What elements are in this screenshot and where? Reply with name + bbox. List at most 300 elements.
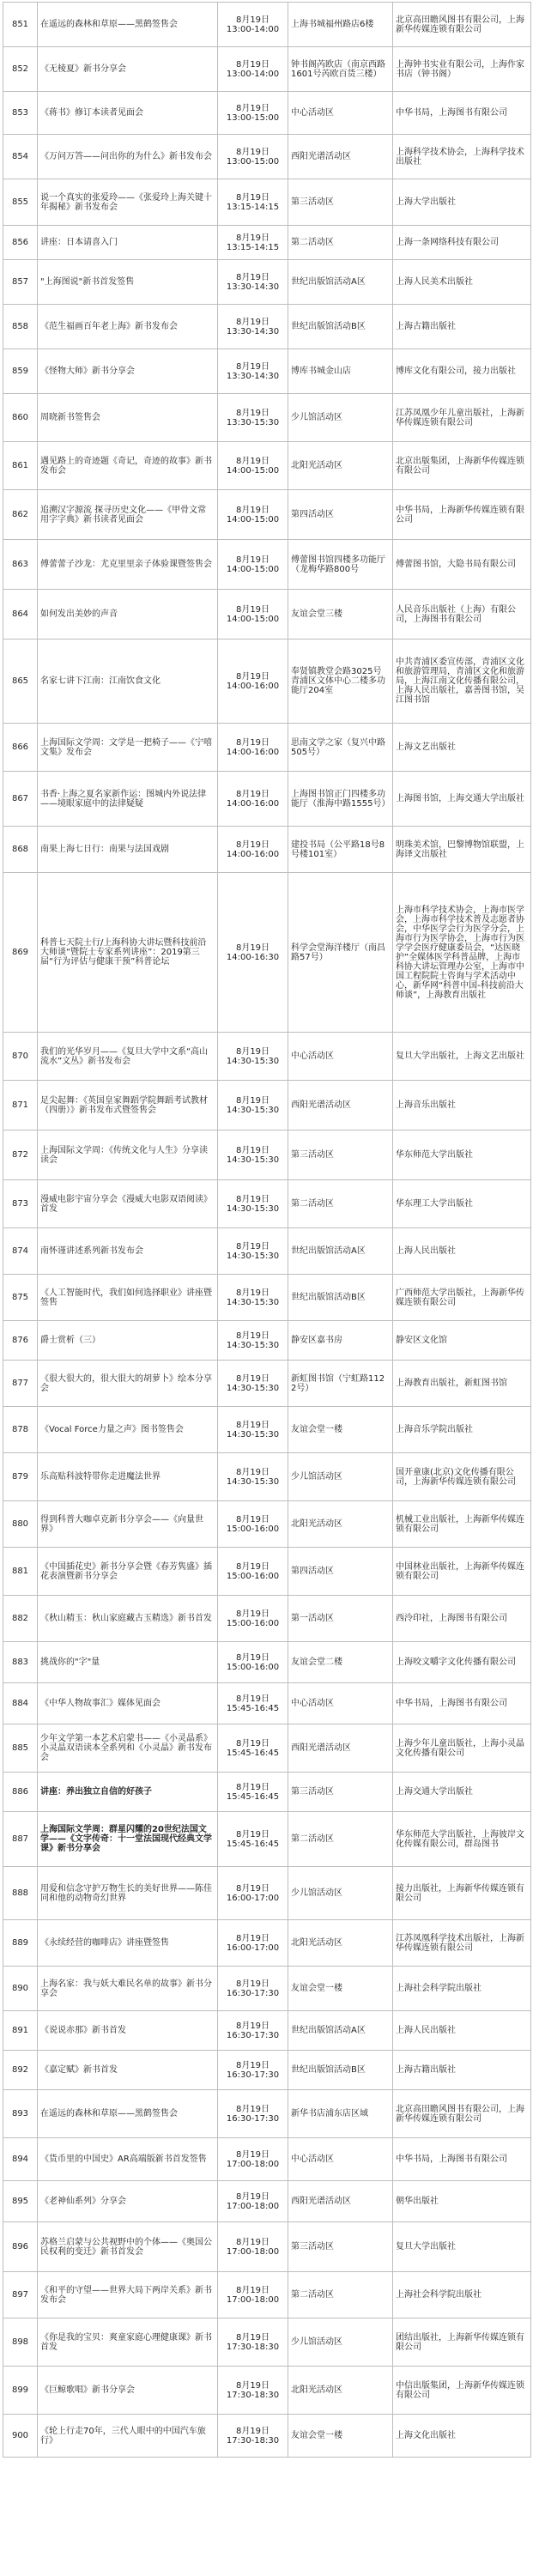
event-time-cell [218,1407,288,1453]
event-organizer: 上海交通大学出版社 [396,1787,473,1797]
event-number: 874 [11,1246,29,1256]
event-organizer: 机械工业出版社，上海新华传媒连锁有限公司 [396,1514,524,1534]
event-venue-cell [288,442,393,490]
event-venue: 上海图书馆正门四楼多功能厅（淮海中路1555号） [291,789,391,809]
event-venue-cell [288,2090,393,2138]
event-venue: 思南文学之家（复兴中路505号） [291,737,385,757]
event-venue-cell [288,1773,393,1812]
event-venue-cell [288,2138,393,2181]
event-organizer: 复旦大学出版社 [396,2242,456,2252]
event-number: 895 [11,2197,29,2206]
event-organizer-cell [393,1867,531,1920]
event-time: 14:30-15:30 [226,1383,280,1393]
event-title: 上海国际文学周：文学是一把椅子——《宁嘻文集》发布会 [40,737,212,757]
event-title: 傅蕾蕾子沙龙：尤克里里亲子体验课暨签售会 [40,560,212,569]
event-organizer-cell [393,1081,531,1130]
event-date: 8月19日 [235,15,270,25]
event-venue: 第二活动区 [291,1834,334,1844]
event-date: 8月19日 [235,2021,270,2031]
event-title: 我们的光华岁月——《复旦大学中文系“高山流水”文丛》新书发布会 [40,1046,209,1066]
event-venue: 北阳光活动区 [291,1519,342,1529]
event-number: 861 [11,461,29,470]
event-time: 15:45-16:45 [226,1703,280,1713]
event-venue: 中心活动区 [291,1699,334,1708]
event-number-cell [3,2011,38,2051]
event-organizer-cell [393,2090,531,2138]
event-title-cell [38,2181,218,2222]
event-number-cell [3,2181,38,2222]
event-date: 8月19日 [235,1652,270,1663]
event-organizer-cell [393,639,531,724]
event-venue: 世纪出版馆活动B区 [291,2065,366,2075]
event-venue-cell [288,1812,393,1867]
event-venue-cell [288,3,393,47]
event-time-cell [218,1596,288,1642]
event-venue: 第三活动区 [291,197,334,207]
event-time: 15:00-16:00 [226,1571,280,1581]
event-date: 8月19日 [235,671,270,682]
event-title: 在遥远的森林和草原——黑鹤签售会 [40,20,178,29]
event-organizer: 江苏凤凰少年儿童出版社，上海新华传媒连锁有限公司 [396,408,524,427]
event-time-cell [218,1967,288,2011]
event-venue-cell [288,47,393,92]
event-number: 867 [11,794,29,803]
table-row [3,305,531,349]
table-row [3,135,531,179]
table-row [3,1361,531,1407]
event-venue: 北阳光活动区 [291,2385,342,2395]
event-organizer-cell [393,2367,531,2415]
event-venue-cell [288,2181,393,2222]
event-time: 16:30-17:30 [226,2113,280,2124]
event-organizer-cell [393,1642,531,1683]
event-organizer: 上海古籍出版社 [396,322,456,331]
event-venue: 少儿馆活动区 [291,413,342,422]
event-organizer-cell [393,1920,531,1967]
event-venue: 世纪出版馆活动B区 [291,322,366,331]
event-number-cell [3,1724,38,1773]
event-schedule-table [3,2,531,2458]
table-row [3,1548,531,1596]
event-organizer-cell [393,2011,531,2051]
event-venue: 新华书店浦东店区域 [291,2109,368,2118]
event-organizer: 广西师范大学出版社，上海新华传媒连锁有限公司 [396,1288,524,1307]
event-time: 13:30-14:30 [226,326,280,336]
event-venue-cell [288,2222,393,2272]
event-time-cell [218,179,288,226]
event-organizer-cell [393,2181,531,2222]
table-row [3,47,531,92]
event-time: 16:00-17:00 [226,1943,280,1953]
event-organizer: 上海咬文嚼字文化传播有限公司 [396,1658,516,1667]
event-title: 《很大很大的，很大很大的胡萝卜》绘本分享会 [40,1373,212,1393]
table-row [3,1407,531,1453]
event-number-cell [3,1812,38,1867]
event-organizer: 中共青浦区委宣传部，青浦区文化和旅游管理局，青浦区文化和旅游局，上海江南文化传播有限公司，上海人民出版社，嘉善图书馆，吴江图书馆 [396,658,524,705]
event-time: 14:00-16:00 [226,849,280,859]
event-time: 14:00-16:00 [226,798,280,809]
event-venue: 第二活动区 [291,238,334,247]
event-organizer: 中华书局，上海新华传媒连锁有限公司 [396,505,524,524]
event-time-cell [218,1228,288,1275]
event-title: 在遥远的森林和草原——黑鹤签售会 [40,2109,178,2118]
event-date: 8月19日 [235,1738,270,1749]
event-number: 860 [11,413,29,422]
event-date: 8月19日 [235,1609,270,1619]
event-date: 8月19日 [235,789,270,799]
event-organizer-cell [393,1407,531,1453]
event-organizer-cell [393,1228,531,1275]
event-title: 《秋山精玉：秋山家庭藏古玉精选》新书首发 [40,1614,212,1623]
event-organizer-cell [393,2272,531,2318]
event-organizer: 中国林业出版社，上海新华传媒连锁有限公司 [396,1561,524,1581]
event-venue: 友谊会堂三楼 [291,609,342,619]
event-venue-cell [288,2318,393,2367]
event-venue: 第二活动区 [291,2290,334,2300]
event-organizer-cell [393,226,531,260]
event-organizer-cell [393,179,531,226]
event-number-cell [3,349,38,394]
event-venue-cell [288,1033,393,1081]
table-row [3,1033,531,1081]
event-venue: 北阳光活动区 [291,1938,342,1948]
event-number-cell [3,1453,38,1501]
event-time: 13:15-14:15 [226,202,280,212]
event-time-cell [218,1321,288,1361]
event-venue-cell [288,1920,393,1967]
event-number: 858 [11,322,29,331]
event-number-cell [3,47,38,92]
event-time-cell [218,2138,288,2181]
table-row [3,2138,531,2181]
event-venue-cell [288,490,393,540]
event-title: 科普七天院士行/上海科协大讲坛暨科技前沿大师谈“暨院士专家系列讲座”：2019第三届“行为评估与健康干预”科普论坛 [40,938,207,967]
event-number: 873 [11,1199,29,1209]
event-organizer: 静安区文化馆 [396,1336,447,1345]
event-number-cell [3,540,38,590]
event-date: 8月19日 [235,2380,270,2391]
table-row [3,2367,531,2415]
event-date: 8月19日 [235,2237,270,2247]
event-organizer: 傅蕾图书馆，大隐书局有限公司 [396,560,516,569]
event-number: 856 [11,238,29,247]
event-number-cell [3,724,38,772]
event-title-cell [38,2051,218,2090]
event-title-cell [38,2272,218,2318]
table-row [3,92,531,135]
event-time-cell [218,3,288,47]
event-time: 13:30-15:30 [226,417,280,427]
event-number: 899 [11,2385,29,2395]
event-venue-cell [288,2272,393,2318]
event-number-cell [3,226,38,260]
event-time: 13:30-14:30 [226,371,280,381]
event-title: 乐高贴科波特带你走进魔法世界 [40,1472,161,1482]
event-title-cell [38,590,218,639]
event-organizer: 中华书局，上海图书有限公司 [396,108,507,118]
event-number: 851 [11,20,29,29]
event-venue: 第二活动区 [291,1199,334,1209]
table-row [3,772,531,827]
event-organizer-cell [393,2222,531,2272]
event-organizer: 上海少年儿童出版社，上海小灵晶文化传播有限公司 [396,1738,524,1758]
event-date: 8月19日 [235,2191,270,2202]
event-number-cell [3,772,38,827]
event-number-cell [3,639,38,724]
event-title: 《永续经营的咖啡店》讲座暨签售 [40,1938,169,1948]
event-number: 879 [11,1472,29,1482]
event-organizer: 人民音乐出版社（上海）有限公司，上海图书有限公司 [396,604,516,624]
event-time-cell [218,1453,288,1501]
table-row [3,724,531,772]
event-time: 14:30-15:30 [226,1251,280,1261]
event-number-cell [3,1683,38,1724]
event-date: 8月19日 [235,1933,270,1943]
event-venue: 西阳光谱活动区 [291,152,351,161]
event-title-cell [38,394,218,442]
event-venue-cell [288,1724,393,1773]
event-title: 《嘉定赋》新书首发 [40,2065,118,2075]
event-title: 《怪物大师》新书分享会 [40,367,135,376]
event-organizer-cell [393,590,531,639]
event-title: 《中华人物故事汇》媒体见面会 [40,1699,161,1708]
table-row [3,1596,531,1642]
event-venue-cell [288,1596,393,1642]
event-organizer: 华东师范大学出版社 [396,1150,473,1160]
event-venue: 第三活动区 [291,1150,334,1160]
event-title-cell [38,47,218,92]
event-date: 8月19日 [235,1373,270,1384]
event-time: 15:45-16:45 [226,1791,280,1802]
event-venue-cell [288,724,393,772]
table-row [3,1920,531,1967]
event-organizer: 上海图书馆，上海交通大学出版社 [396,794,524,803]
event-organizer: 明珠美术馆，巴黎博物馆联盟，上海译文出版社 [396,839,524,859]
event-date: 8月19日 [235,1561,270,1572]
event-organizer-cell [393,873,531,1033]
event-number-cell [3,260,38,305]
event-venue: 少儿馆活动区 [291,1472,342,1482]
event-venue: 少儿馆活动区 [291,2337,342,2347]
table-row [3,540,531,590]
event-date: 8月19日 [235,1829,270,1840]
event-number-cell [3,1596,38,1642]
event-time-cell [218,1361,288,1407]
event-organizer: 上海一条网络科技有限公司 [396,238,499,247]
event-venue-cell [288,2011,393,2051]
event-venue-cell [288,1275,393,1321]
event-number: 889 [11,1938,29,1948]
event-title: 《巨鲸歌唱》新书分享会 [40,2385,135,2395]
event-venue: 第三活动区 [291,2242,334,2252]
event-title-cell [38,1228,218,1275]
event-number: 852 [11,64,29,74]
event-title-cell [38,2138,218,2181]
table-row [3,1228,531,1275]
event-date: 8月19日 [235,233,270,243]
event-venue-cell [288,1407,393,1453]
event-title: 说一个真实的张爱玲——《张爱玲上海关键十年揭秘》新书发布会 [40,192,212,212]
event-organizer: 上海教育出版社，新虹图书馆 [396,1379,507,1388]
event-time: 14:00-15:00 [226,514,280,524]
event-number: 898 [11,2337,29,2347]
event-date: 8月19日 [235,1330,270,1341]
event-number: 853 [11,108,29,118]
table-row [3,1773,531,1812]
event-organizer: 上海人民美术出版社 [396,277,473,287]
event-venue-cell [288,772,393,827]
event-time: 14:00-15:00 [226,564,280,574]
event-organizer-cell [393,1683,531,1724]
event-organizer-cell [393,1812,531,1867]
event-title-cell [38,540,218,590]
event-venue-cell [288,1321,393,1361]
event-date: 8月19日 [235,1194,270,1204]
event-venue: 奉贤镇教堂会路3025号青浦区文体中心二楼多功能厅204室 [291,667,385,695]
event-organizer-cell [393,490,531,540]
event-number-cell [3,1967,38,2011]
event-time: 17:30-18:30 [226,2435,280,2446]
event-date: 8月19日 [235,192,270,203]
event-date: 8月19日 [235,103,270,113]
event-title-cell [38,1033,218,1081]
event-time: 17:00-18:00 [226,2294,280,2305]
event-venue-cell [288,1228,393,1275]
event-organizer: 北京高田瞻风图书有限公司，上海新华传媒连锁有限公司 [396,15,524,34]
event-organizer: 博库文化有限公司，接力出版社 [396,367,516,376]
event-title: 书香·上海之夏名家新作运：图城内外说法律——境眼家庭中的法律疑疑 [40,789,207,809]
event-number-cell [3,827,38,873]
event-title-cell [38,1275,218,1321]
event-number-cell [3,1773,38,1812]
event-venue-cell [288,2415,393,2458]
event-venue-cell [288,1180,393,1228]
event-time-cell [218,1867,288,1920]
event-organizer: 团结出版社，上海新华传媒连锁有限公司 [396,2332,524,2352]
event-title-cell [38,226,218,260]
event-time-cell [218,305,288,349]
event-organizer-cell [393,305,531,349]
event-title-cell [38,772,218,827]
event-title-cell [38,2090,218,2138]
event-title-cell [38,490,218,540]
event-title: 漫威电影宇宙分享会《漫威大电影双语阅读》首发 [40,1194,212,1214]
event-time: 16:30-17:30 [226,1988,280,1998]
event-date: 8月19日 [235,59,270,70]
table-row [3,1812,531,1867]
table-row [3,2181,531,2222]
event-number: 884 [11,1699,29,1708]
event-date: 8月19日 [235,1095,270,1106]
event-number-cell [3,1407,38,1453]
event-title-cell [38,1724,218,1773]
event-date: 8月19日 [235,1288,270,1298]
event-title-cell [38,1501,218,1548]
event-time-cell [218,590,288,639]
event-title-cell [38,1773,218,1812]
event-date: 8月19日 [235,1467,270,1477]
event-title: 《万问万答——问出你的为什么》新书发布会 [40,152,212,161]
event-number: 866 [11,742,29,752]
table-row [3,1867,531,1920]
event-title-cell [38,1867,218,1920]
event-time-cell [218,1180,288,1228]
event-organizer-cell [393,1130,531,1180]
event-title: 《你是我的宝贝：爽童家庭心理健康课》新书首发 [40,2332,212,2352]
event-time-cell [218,260,288,305]
event-time: 15:00-16:00 [226,1662,280,1672]
event-date: 8月19日 [235,1046,270,1057]
event-number: 854 [11,152,29,161]
table-row [3,2272,531,2318]
event-organizer: 上海人民出版社 [396,2026,456,2035]
event-time-cell [218,1773,288,1812]
event-title: 得到科普大咖卓克新书分享会——《向量世界》 [40,1514,203,1534]
event-title: 《范生福画百年老上海》新书发布会 [40,322,178,331]
event-time-cell [218,639,288,724]
event-title-cell [38,1081,218,1130]
event-title: 《和平的守望——世界大局下两岸关系》新书发布会 [40,2285,212,2305]
table-row [3,827,531,873]
event-time: 17:30-18:30 [226,2342,280,2352]
event-title-cell [38,1453,218,1501]
event-title: 上海国际文学周：群星闪耀的20世纪法国文学——《文字传奇：十一堂法国现代经典文学课》新书分享会 [40,1825,212,1853]
event-number: 877 [11,1379,29,1388]
table-row [3,1321,531,1361]
event-time: 16:30-17:30 [226,2070,280,2080]
event-time-cell [218,1275,288,1321]
event-number: 865 [11,676,29,686]
event-venue-cell [288,1548,393,1596]
event-date: 8月19日 [235,2285,270,2295]
event-time-cell [218,1081,288,1130]
event-organizer-cell [393,47,531,92]
event-time-cell [218,442,288,490]
event-venue: 钟书阁芮欧店（南京西路1601号芮欧百货三楼） [291,59,385,79]
event-time: 14:00-15:00 [226,465,280,476]
event-title-cell [38,135,218,179]
event-organizer-cell [393,2318,531,2367]
event-organizer-cell [393,1275,531,1321]
table-row [3,349,531,394]
event-time-cell [218,772,288,827]
event-number: 891 [11,2026,29,2035]
event-number-cell [3,2367,38,2415]
event-number: 887 [11,1834,29,1844]
event-time: 14:00-16:00 [226,681,280,691]
event-number: 880 [11,1519,29,1529]
event-number-cell [3,1228,38,1275]
event-venue: 中心活动区 [291,2155,334,2164]
event-organizer-cell [393,1453,531,1501]
event-date: 8月19日 [235,2332,270,2343]
event-organizer-cell [393,1501,531,1548]
event-time-cell [218,724,288,772]
event-title-cell [38,1321,218,1361]
event-number: 872 [11,1150,29,1160]
event-time-cell [218,394,288,442]
event-title-cell [38,305,218,349]
event-time-cell [218,873,288,1033]
event-venue-cell [288,2051,393,2090]
event-organizer-cell [393,1361,531,1407]
event-time: 14:30-15:30 [226,1056,280,1066]
event-number-cell [3,873,38,1033]
event-date: 8月19日 [235,1979,270,1989]
event-organizer: 中华书局，上海图书有限公司 [396,1699,507,1708]
event-time-cell [218,827,288,873]
event-organizer: 上海人民出版社 [396,1246,456,1256]
